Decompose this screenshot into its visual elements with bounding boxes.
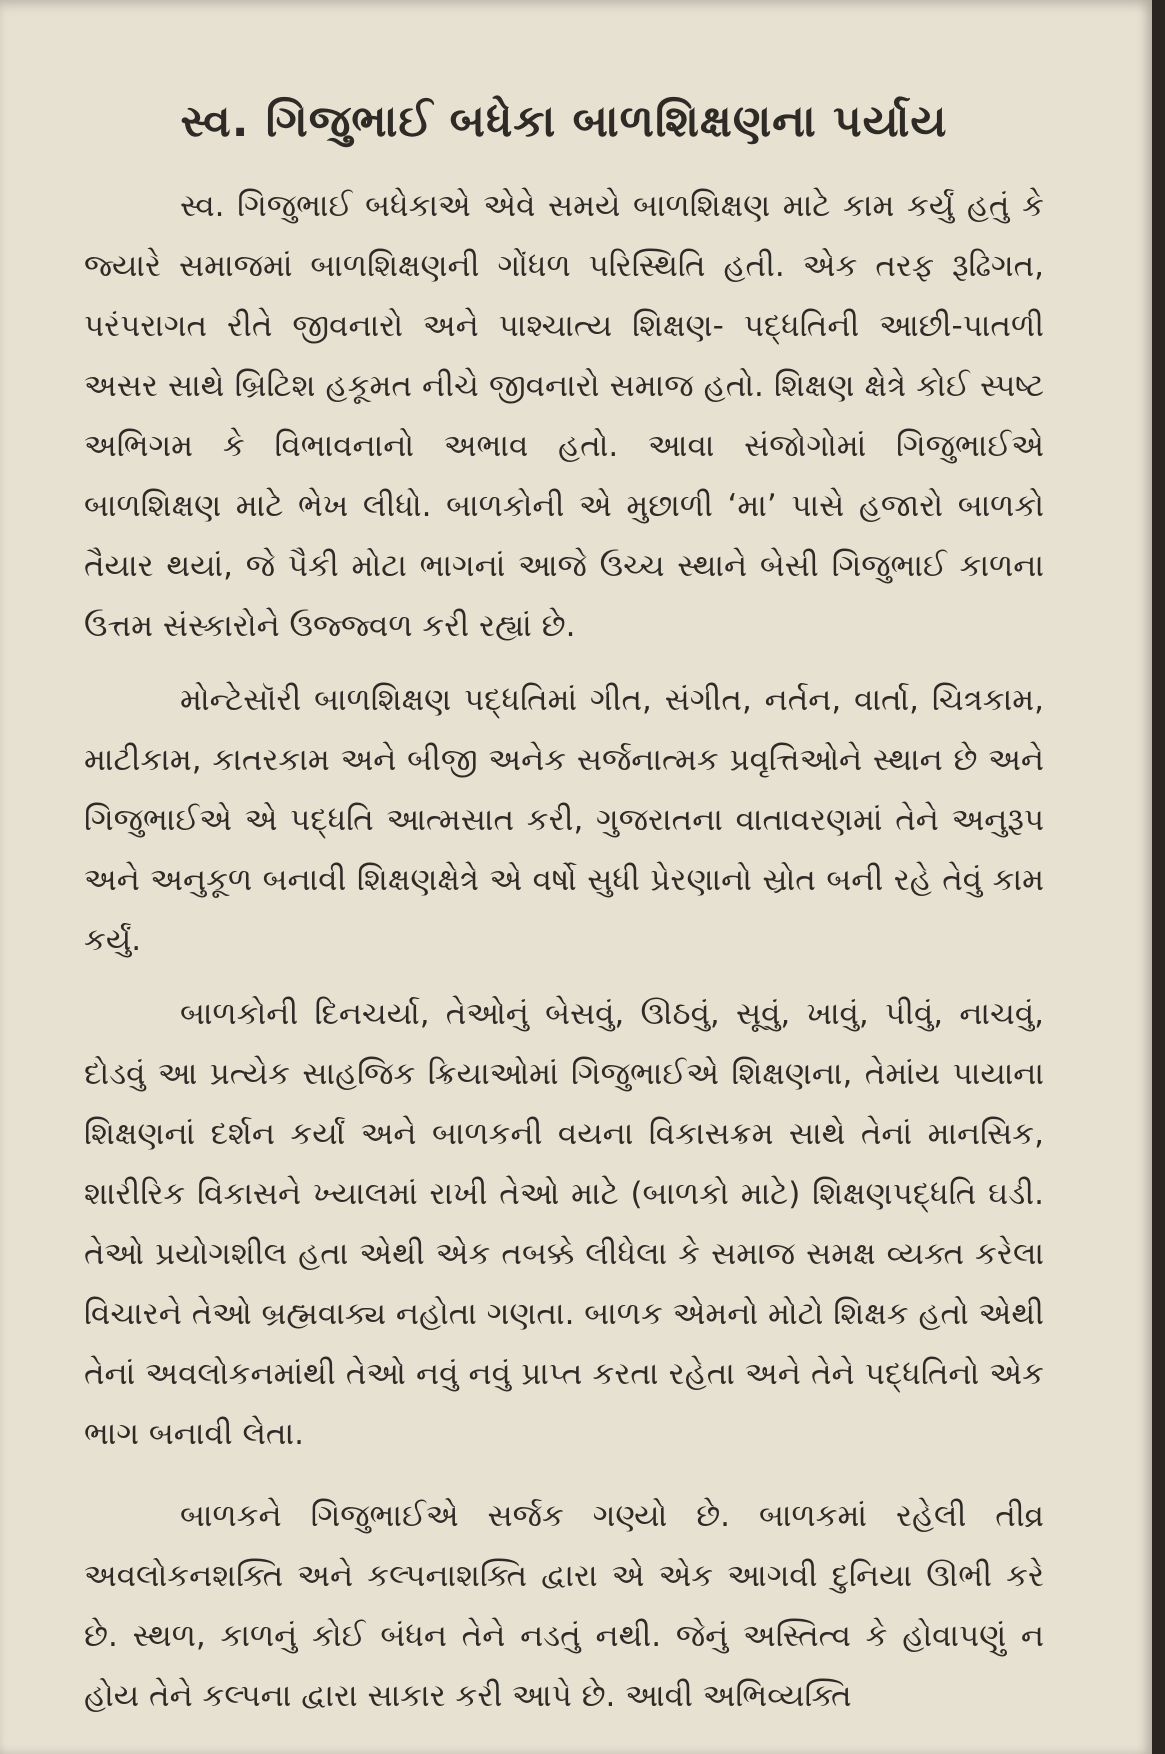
paragraph-3: બાળકોની દિનચર્યા, તેઓનું બેસવું, ઊઠવું, સૂવું, ખાવું, પીવું, નાચવું, દોડવું આ પ્રત્યેક સાહજિક ક્રિયાઓમાં ગિજુભાઈએ શિક્ષણના, તેમાંય પાયાના શિક્ષણનાં દર્શન કર્યાં અને બાળકની વયના વિકાસક્રમ સાથે તેનાં માનસિક, શારીરિક વિકાસને ખ્યાલમાં રાખી તેઓ માટે (બાળકો માટે) શિક્ષણપદ્ધતિ ઘડી. તેઓ પ્રયોગશીલ હતા એથી એક તબક્કે લીધેલા કે સમાજ સમક્ષ વ્યક્ત કરેલા વિચારને તેઓ બ્રહ્મવાક્ય નહોતા ગણતા. બાળક એમનો મોટો શિક્ષક હતો એથી તેનાં અવલોકનમાંથી તેઓ નવું નવું પ્રાપ્ત કરતા રહેતા અને તેને પદ્ધતિનો એક ભાગ બનાવી લેતા.	[84, 996, 1044, 1452]
page-content	[84, 92, 1044, 1726]
paragraph-1: સ્વ. ગિજુભાઈ બધેકાએ એવે સમયે બાળશિક્ષણ માટે કામ કર્યું હતું કે જ્યારે સમાજમાં બાળશિક્ષણની ગોંધળ પરિસ્થિતિ હતી. એક તરફ રૂઢિગત, પરંપરાગત રીતે જીવનારો અને પાશ્ચાત્ય શિક્ષણ- પદ્ધતિની આછી-પાતળી અસર સાથે બ્રિટિશ હકૂમત નીચે જીવનારો સમાજ હતો. શિક્ષણ ક્ષેત્રે કોઈ સ્પષ્ટ અભિગમ કે વિભાવનાનો અભાવ હતો. આવા સંજોગોમાં ગિજુભાઈએ બાળશિક્ષણ માટે ભેખ લીધો. બાળકોની એ મુછાળી ‘મા’ પાસે હજારો બાળકો તૈયાર થયાં, જે પૈકી મોટા ભાગનાં આજે ઉચ્ચ સ્થાને બેસી ગિજુભાઈ કાળના ઉત્તમ સંસ્કારોને ઉજ્જ્વળ કરી રહ્યાં છે.	[84, 188, 1044, 644]
page-title: સ્વ. ગિજુભાઈ બધેકા બાળશિક્ષણના પર્યાય	[180, 96, 948, 147]
paragraph-4: બાળકને ગિજુભાઈએ સર્જક ગણ્યો છે. બાળકમાં રહેલી તીવ્ર અવલોકનશક્તિ અને કલ્પનાશક્તિ દ્વારા એ એક આગવી દુનિયા ઊભી કરે છે. સ્થળ, કાળનું કોઈ બંધન તેને નડતું નથી. જેનું અસ્તિત્વ કે હોવાપણું ન હોય તેને કલ્પના દ્વારા સાકાર કરી આપે છે. આવી અભિવ્યક્તિ	[84, 1498, 1044, 1714]
page-edge	[1152, 0, 1165, 1754]
paragraph-2: મોન્ટેસૉરી બાળશિક્ષણ પદ્ધતિમાં ગીત, સંગીત, નર્તન, વાર્તા, ચિત્રકામ, માટીકામ, કાતરકામ અને બીજી અનેક સર્જનાત્મક પ્રવૃત્તિઓને સ્થાન છે અને ગિજુભાઈએ એ પદ્ધતિ આત્મસાત કરી, ગુજરાતના વાતાવરણમાં તેને અનુરૂપ અને અનુકૂળ બનાવી શિક્ષણક્ષેત્રે એ વર્ષો સુધી પ્રેરણાનો સ્રોત બની રહે તેવું કામ કર્યું.	[84, 682, 1044, 958]
